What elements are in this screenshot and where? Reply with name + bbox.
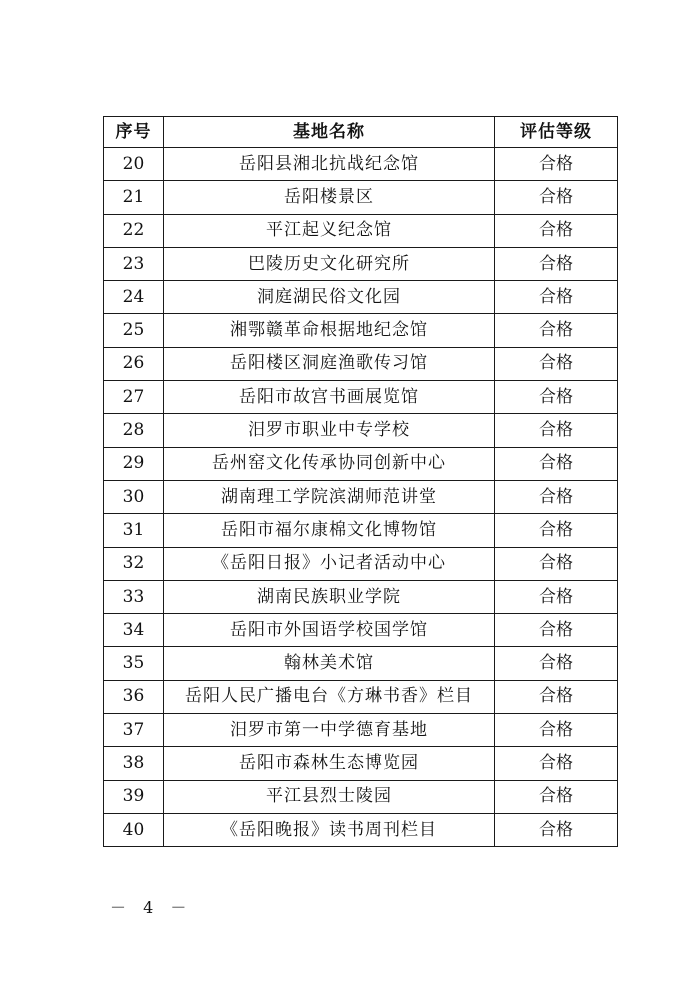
cell-name: 洞庭湖民俗文化园: [164, 281, 495, 314]
cell-name: 岳阳楼区洞庭渔歌传习馆: [164, 347, 495, 380]
cell-name: 平江起义纪念馆: [164, 214, 495, 247]
cell-name: 汨罗市职业中专学校: [164, 414, 495, 447]
cell-number: 35: [104, 647, 164, 680]
cell-name: 岳阳市福尔康棉文化博物馆: [164, 514, 495, 547]
table-header-row: [104, 117, 618, 148]
cell-name: 《岳阳日报》小记者活动中心: [164, 547, 495, 580]
cell-name: 岳阳楼景区: [164, 181, 495, 214]
cell-name: 巴陵历史文化研究所: [164, 247, 495, 280]
cell-grade: 合格: [495, 514, 618, 547]
table-row: [104, 714, 618, 747]
table-row: [104, 347, 618, 380]
cell-number: 30: [104, 480, 164, 513]
table-row: [104, 381, 618, 414]
cell-number: 36: [104, 680, 164, 713]
cell-number: 37: [104, 714, 164, 747]
cell-grade: 合格: [495, 714, 618, 747]
cell-grade: 合格: [495, 381, 618, 414]
cell-number: 25: [104, 314, 164, 347]
cell-grade: 合格: [495, 547, 618, 580]
table-row: [104, 647, 618, 680]
cell-number: 22: [104, 214, 164, 247]
table-row: [104, 447, 618, 480]
cell-name: 岳州窑文化传承协同创新中心: [164, 447, 495, 480]
cell-number: 33: [104, 580, 164, 613]
cell-number: 32: [104, 547, 164, 580]
cell-name: 平江县烈士陵园: [164, 780, 495, 813]
table-row: [104, 780, 618, 813]
table-row: [104, 314, 618, 347]
evaluation-table: [103, 116, 618, 847]
cell-name: 岳阳人民广播电台《方琳书香》栏目: [164, 680, 495, 713]
cell-grade: 合格: [495, 647, 618, 680]
cell-name: 翰林美术馆: [164, 647, 495, 680]
cell-number: 24: [104, 281, 164, 314]
cell-grade: 合格: [495, 347, 618, 380]
table-row: [104, 281, 618, 314]
cell-number: 29: [104, 447, 164, 480]
cell-number: 39: [104, 780, 164, 813]
cell-grade: 合格: [495, 747, 618, 780]
table-row: [104, 747, 618, 780]
cell-number: 40: [104, 813, 164, 846]
cell-grade: 合格: [495, 414, 618, 447]
cell-grade: 合格: [495, 813, 618, 846]
cell-number: 31: [104, 514, 164, 547]
cell-number: 34: [104, 614, 164, 647]
cell-name: 汨罗市第一中学德育基地: [164, 714, 495, 747]
cell-grade: 合格: [495, 480, 618, 513]
cell-number: 23: [104, 247, 164, 280]
table-row: [104, 214, 618, 247]
cell-number: 20: [104, 148, 164, 181]
cell-number: 27: [104, 381, 164, 414]
cell-number: 28: [104, 414, 164, 447]
table-row: [104, 247, 618, 280]
table-body: [104, 148, 618, 847]
cell-grade: 合格: [495, 314, 618, 347]
cell-name: 岳阳县湘北抗战纪念馆: [164, 148, 495, 181]
cell-name: 湖南民族职业学院: [164, 580, 495, 613]
table-row: [104, 580, 618, 613]
cell-number: 38: [104, 747, 164, 780]
cell-grade: 合格: [495, 247, 618, 280]
cell-grade: 合格: [495, 214, 618, 247]
cell-name: 岳阳市森林生态博览园: [164, 747, 495, 780]
table-row: [104, 813, 618, 846]
table-row: [104, 148, 618, 181]
cell-grade: 合格: [495, 580, 618, 613]
table-header: [104, 117, 618, 148]
cell-grade: 合格: [495, 181, 618, 214]
table-row: [104, 614, 618, 647]
page-number: － 4 －: [110, 898, 193, 917]
header-number: 序号: [104, 117, 164, 148]
cell-name: 湘鄂赣革命根据地纪念馆: [164, 314, 495, 347]
cell-grade: 合格: [495, 281, 618, 314]
cell-name: 岳阳市故宫书画展览馆: [164, 381, 495, 414]
table-row: [104, 514, 618, 547]
cell-grade: 合格: [495, 447, 618, 480]
cell-name: 《岳阳晚报》读书周刊栏目: [164, 813, 495, 846]
cell-name: 岳阳市外国语学校国学馆: [164, 614, 495, 647]
cell-grade: 合格: [495, 148, 618, 181]
table-row: [104, 680, 618, 713]
cell-number: 26: [104, 347, 164, 380]
cell-number: 21: [104, 181, 164, 214]
header-name: 基地名称: [164, 117, 495, 148]
cell-grade: 合格: [495, 780, 618, 813]
cell-grade: 合格: [495, 680, 618, 713]
table-row: [104, 414, 618, 447]
table-row: [104, 547, 618, 580]
header-grade: 评估等级: [495, 117, 618, 148]
table-row: [104, 181, 618, 214]
cell-grade: 合格: [495, 614, 618, 647]
cell-name: 湖南理工学院滨湖师范讲堂: [164, 480, 495, 513]
table-row: [104, 480, 618, 513]
